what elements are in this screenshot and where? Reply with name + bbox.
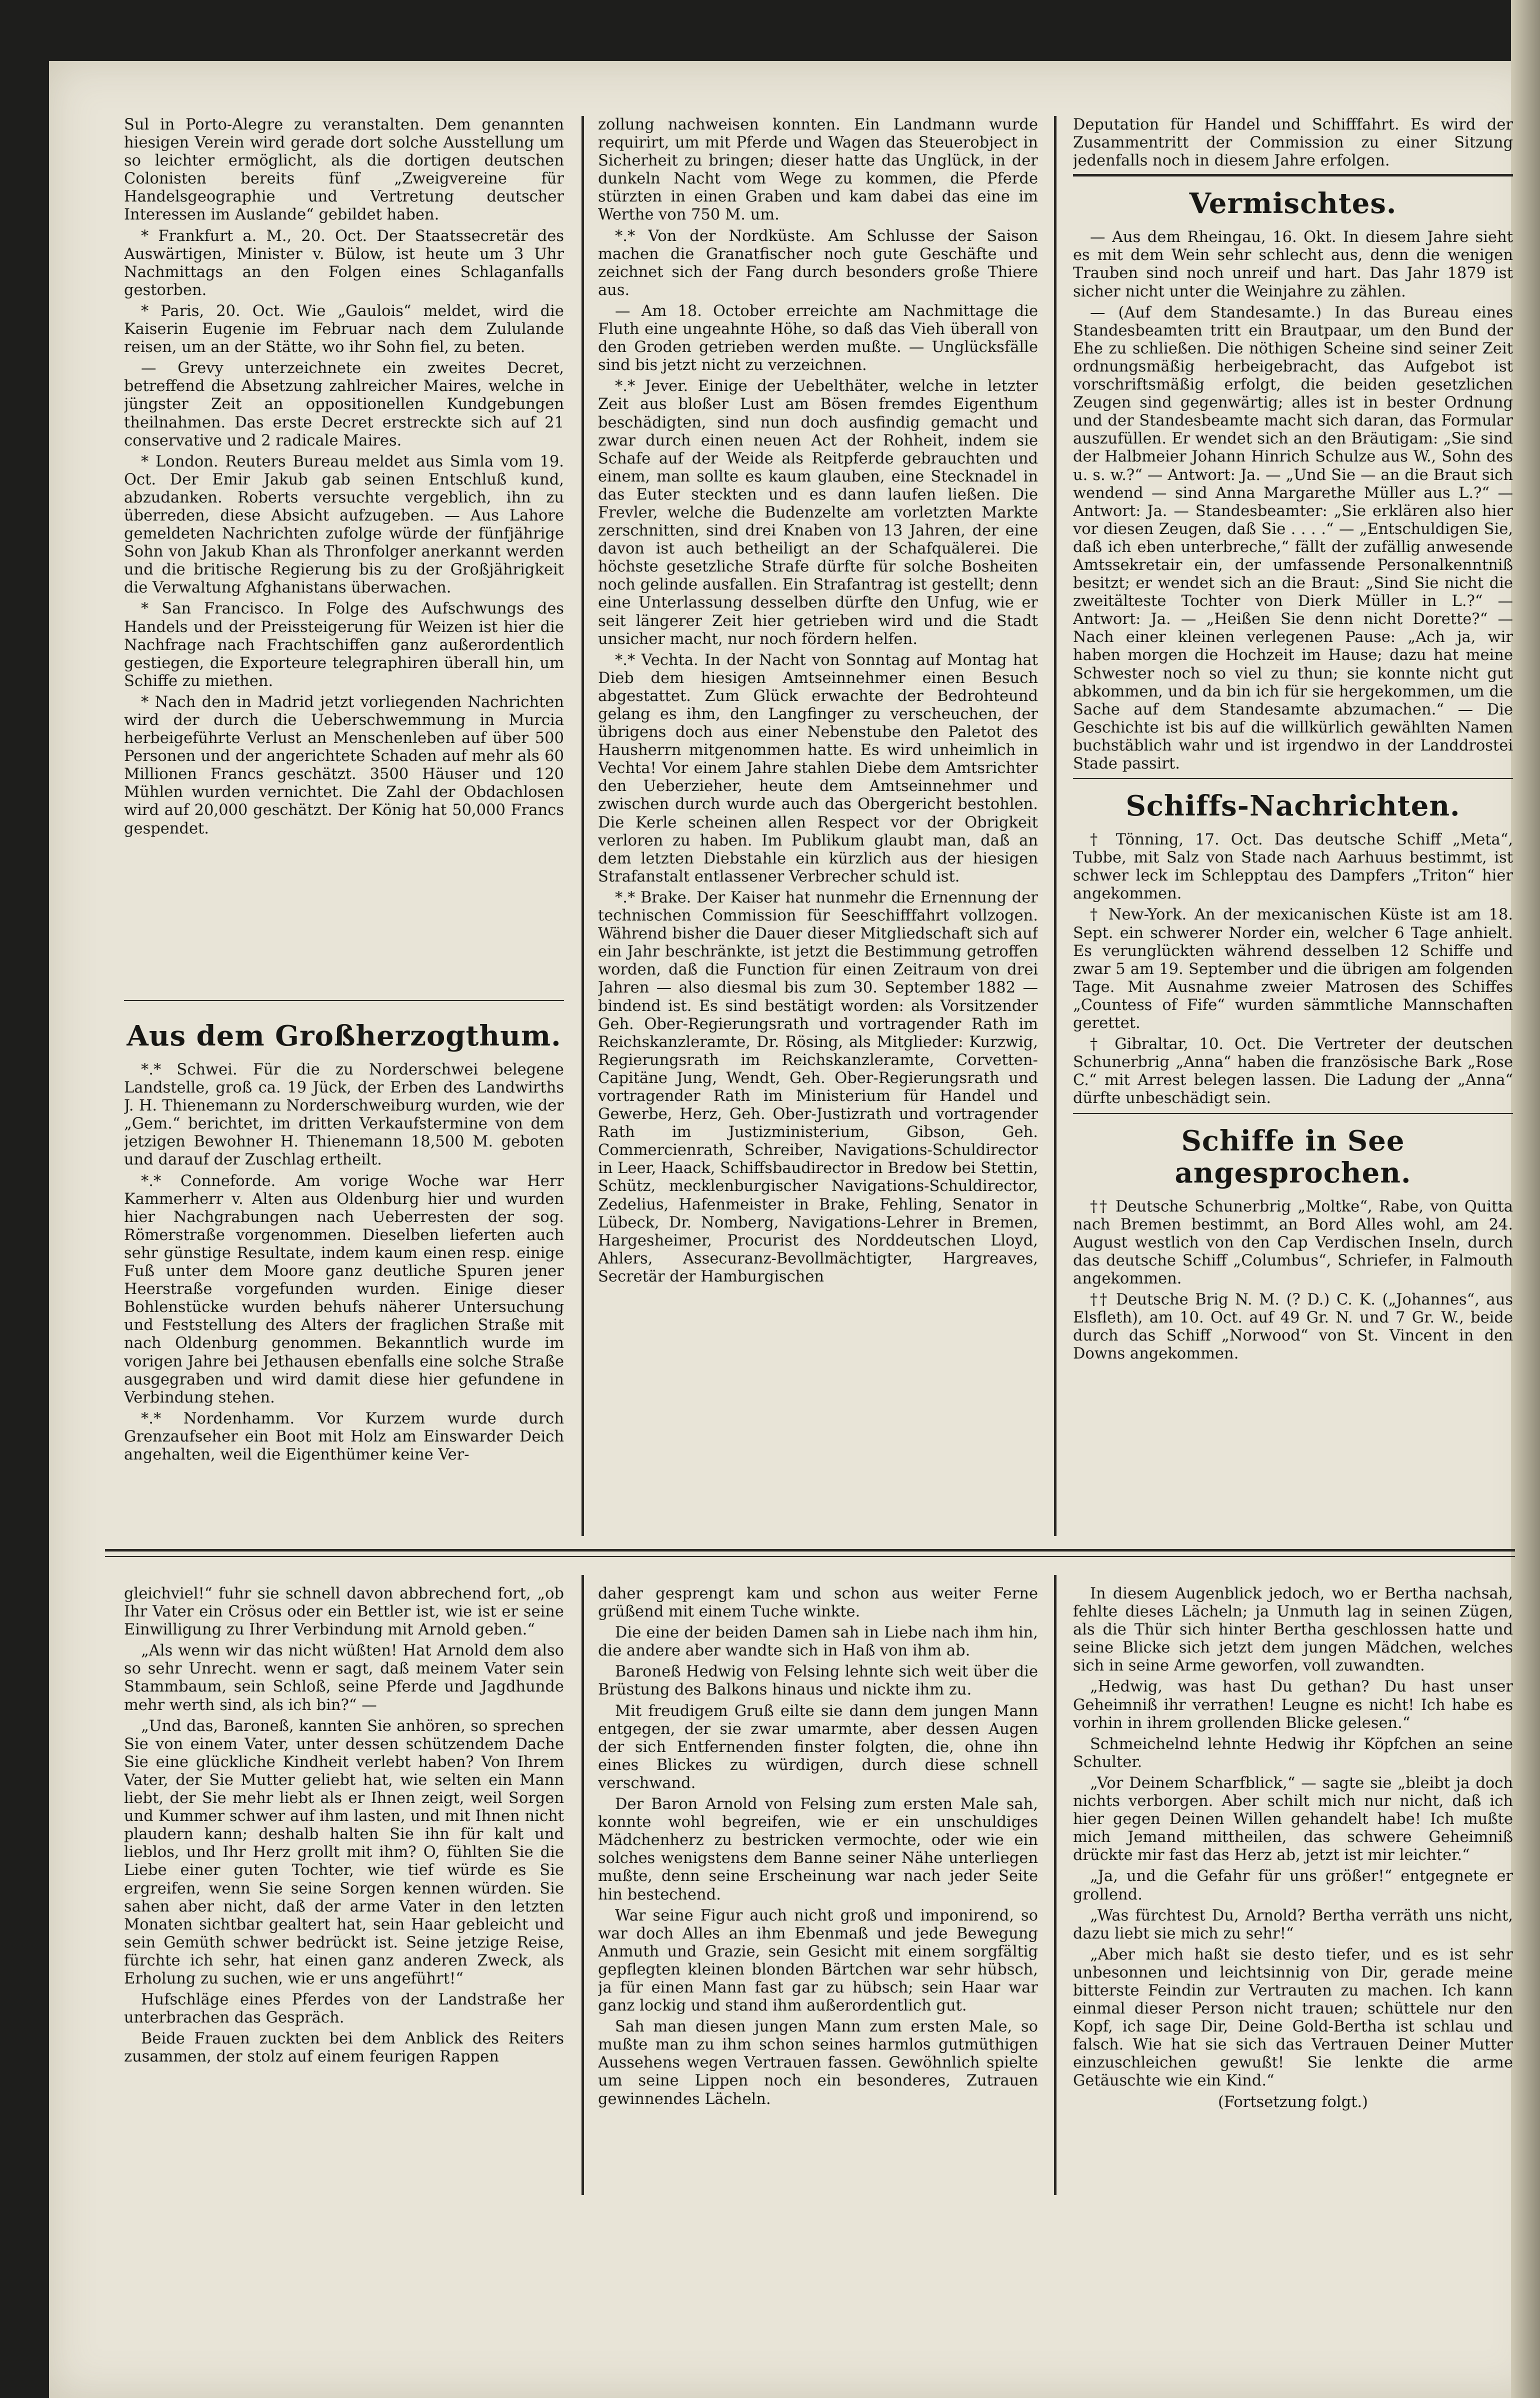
story-paragraph: Beide Frauen zuckten bei dem Anblick des Reiters zusammen, der stolz auf einem feurigen Rappen xyxy=(124,2030,564,2066)
article: — Grevy unterzeichnete ein zweites Decret, betreffend die Absetzung zahlreicher Maires, welche in jüngster Zeit an oppositionellen Kundgebungen theilnahmen. Das erste Decret erstreckte sich auf 21 conservative und 2 radicale Maires. xyxy=(124,360,564,450)
article: — (Auf dem Standesamte.) In das Bureau eines Standesbeamten tritt ein Brautpaar, um den Bund der Ehe zu schließen. Die nöthigen Scheine sind seiner Zeit ordnungsmäßig herbeigebracht, das Aufgebot ist vorschriftsmäßig erfolgt, die beiden gesetzlichen Zeugen sind gegenwärtig; alles ist in bester Ordnung und der Standesbeamte macht sich daran, das Formular auszufüllen. Er wendet sich an den Bräutigam: „Sie sind der Halbmeier Johann Hinrich Schulze aus W., Sohn des u. s. w.?“ — Antwort: Ja. — „Und Sie — an die Braut sich wendend — sind Anna Margarethe Müller aus L.?“ — Antwort: Ja. — Standesbeamter: „Sie erklären also hier vor diesen Zeugen, daß Sie . . . .“ — „Entschuldigen Sie, daß ich eben unterbreche,“ fällt der zufällig anwesende Amtssekretair ein, der umfassende Personalkenntniß besitzt; er wendet sich an die Braut: „Sind Sie nicht die zweitälteste Tochter von Dierk Müller in L.?“ — Antwort: Ja. — „Heißen Sie denn nicht Dorette?“ — Nach einer kleinen verlegenen Pause: „Ach ja, wir haben morgen die Hochzeit im Hause; dazu hat meine Schwester noch so viel zu thun; sie konnte nicht gut abkommen, und da bin ich für sie hergekommen, um die Sache auf dem Standesamte abzumachen.“ — Die Geschichte ist bis auf die willkürlich gewählten Namen buchstäblich wahr und ist irgendwo in der Landdrostei Stade passirt. xyxy=(1073,304,1513,772)
article: *.* Schwei. Für die zu Norderschwei belegene Landstelle, groß ca. 19 Jück, der Erben des Landwirths J. H. Thienemann zu Norderschweiburg wurden, wie der „Gem.“ berichtet, im dritten Verkaufstermine von dem jetzigen Bewohner H. Thienemann 18,500 M. geboten und darauf der Zuschlag ertheilt. xyxy=(124,1061,564,1169)
section-heading-schiffs-nachrichten: Schiffs-Nachrichten. xyxy=(1126,790,1460,823)
column-divider xyxy=(1054,1575,1056,2195)
article: *.* Conneforde. Am vorige Woche war Herr Kammerherr v. Alten aus Oldenburg hier und wurden hier Nachgrabungen nach Ueberresten der sog. Römerstraße vorgenommen. Dieselben lieferten auch sehr günstige Resultate, indem kaum einen resp. einige Fuß unter dem Moore ganz deutliche Spuren jener Heerstraße vorgefunden wurden. Einige dieser Bohlenstücke wurden behufs näherer Untersuchung und Feststellung des Alters der fraglichen Straße mit nach Oldenburg genommen. Bekanntlich wurde im vorigen Jahre bei Jethausen ebenfalls eine solche Straße ausgegraben und wird damit diese hier gefundene in Verbindung stehen. xyxy=(124,1172,564,1406)
article: *.* Von der Nordküste. Am Schlusse der Saison machen die Granatfischer noch gute Geschäfte und zeichnet sich der Fang durch besonders große Thiere aus. xyxy=(598,227,1038,299)
article: * London. Reuters Bureau meldet aus Simla vom 19. Oct. Der Emir Jakub gab seinen Entschluß kund, abzudanken. Roberts versuchte vergeblich, ihn zu überreden, diese Absicht aufzugeben. — Aus Lahore gemeldeten Nachrichten zufolge würde der fünfjährige Sohn von Jakub Khan als Thronfolger anerkannt werden und die britische Regierung bis zu der Großjährigkeit die Verwaltung Afghanistans überwachen. xyxy=(124,452,564,597)
feuilleton-column-2 xyxy=(598,1585,1038,2195)
book-binding xyxy=(1511,0,1540,2398)
story-paragraph: Hufschläge eines Pferdes von der Landstraße her unterbrachen das Gespräch. xyxy=(124,1991,564,2027)
continuation-note: (Fortsetzung folgt.) xyxy=(1218,2093,1368,2111)
article: † Tönning, 17. Oct. Das deutsche Schiff „Meta“, Tubbe, mit Salz von Stade nach Aarhuus bestimmt, ist schwer leck im Schlepptau des Dampfers „Triton“ hier angekommen. xyxy=(1073,831,1513,903)
story-paragraph: „Vor Deinem Scharfblick,“ — sagte sie „bleibt ja doch nichts verborgen. Aber schilt mich nur nicht, daß ich hier gegen Deinen Willen gehandelt habe! Ich mußte mich Jemand mittheilen, das schwere Geheimniß drückte mir fast das Herz ab, jetzt ist mir leichter.“ xyxy=(1073,1774,1513,1864)
story-paragraph: Der Baron Arnold von Felsing zum ersten Male sah, konnte wohl begreifen, wie er ein unschuldiges Mädchenherz zu bestricken vermochte, oder wie ein solches wenigstens dem Banne seiner Nähe unterliegen mußte, denn seine Erscheinung war nach jeder Seite hin bestechend. xyxy=(598,1796,1038,1904)
story-paragraph: Die eine der beiden Damen sah in Liebe nach ihm hin, die andere aber wandte sich in Haß von ihm ab. xyxy=(598,1624,1038,1660)
story-paragraph: daher gesprengt kam und schon aus weiter Ferne grüßend mit einem Tuche winkte. xyxy=(598,1585,1038,1621)
article: *.* Nordenhamm. Vor Kurzem wurde durch Grenzaufseher ein Boot mit Holz am Einswarder Deich angehalten, weil die Eigenthümer keine Ver- xyxy=(124,1410,564,1464)
story-paragraph: War seine Figur auch nicht groß und imponirend, so war doch Alles an ihm Ebenmaß und jede Bewegung Anmuth und Grazie, sein Gesicht mit einem sorgfältig gepflegten kleinen blonden Bärtchen war sehr hübsch, ja für einen Mann fast gar zu hübsch; sein Haar war ganz lockig und stand ihm außerordentlich gut. xyxy=(598,1906,1038,2015)
news-column-2 xyxy=(598,116,1038,1536)
article: * Frankfurt a. M., 20. Oct. Der Staatssecretär des Auswärtigen, Minister v. Bülow, ist heute um 3 Uhr Nachmittags an den Folgen eines Schlaganfalls gestorben. xyxy=(124,227,564,299)
story-paragraph: Schmeichelnd lehnte Hedwig ihr Köpfchen an seine Schulter. xyxy=(1073,1735,1513,1771)
article: — Aus dem Rheingau, 16. Okt. In diesem Jahre sieht es mit dem Wein sehr schlecht aus, denn die wenigen Trauben sind noch unreif und hart. Das Jahr 1879 ist sicher nicht unter die Weinjahre zu zählen. xyxy=(1073,228,1513,300)
news-column-3 xyxy=(1073,116,1513,1536)
column-divider xyxy=(1054,116,1056,1536)
story-paragraph: „Ja, und die Gefahr für uns größer!“ entgegnete er grollend. xyxy=(1073,1868,1513,1904)
story-paragraph: In diesem Augenblick jedoch, wo er Bertha nachsah, fehlte dieses Lächeln; ja Unmuth lag in seinen Zügen, als die Thür sich hinter Bertha geschlossen hatte und seine Blicke sich jetzt dem jungen Mädchen, welches sich in seine Arme geworfen, voll zuwandten. xyxy=(1073,1585,1513,1675)
article: *.* Vechta. In der Nacht von Sonntag auf Montag hat Dieb dem hiesigen Amtseinnehmer einen Besuch abgestattet. Zum Glück erwachte der Bedrohteund gelang es ihm, den Langfinger zu verscheuchen, der übrigens doch aus einer Nebenstube den Paletot des Hausherrn mitgenommen hatte. Es wird unheimlich in Vechta! Vor einem Jahre stahlen Diebe dem Amtsrichter den Ueberzieher, heute dem Amtseinnehmer und zwischen durch wurde auch das Obergericht bestohlen. Die Kerle scheinen allen Respect vor der Obrigkeit verloren zu haben. Im Publikum glaubt man, daß an dem letzten Diebstahle ein kürzlich aus der hiesigen Strafanstalt entlassener Verbrecher schuld ist. xyxy=(598,651,1038,886)
story-paragraph: Baroneß Hedwig von Felsing lehnte sich weit über die Brüstung des Balkons hinaus und nickte ihm zu. xyxy=(598,1663,1038,1699)
section-heading-grossherzogthum: Aus dem Großherzogthum. xyxy=(126,1020,562,1052)
feuilleton-column-1 xyxy=(124,1585,564,2195)
news-column-1-regional xyxy=(124,1009,564,1534)
article: zollung nachweisen konnten. Ein Landmann wurde requirirt, um mit Pferde und Wagen das Steuerobject in Sicherheit zu bringen; dieser hatte das Unglück, in der dunkeln Nacht vom Wege zu kommen, die Pferde stürzten in einen Graben und kam dabei das eine im Werthe von 750 M. um. xyxy=(598,116,1038,224)
article: * Paris, 20. Oct. Wie „Gaulois“ meldet, wird die Kaiserin Eugenie im Februar nach dem Zululande reisen, um an der Stätte, wo ihr Sohn fiel, zu beten. xyxy=(124,302,564,356)
article: † Gibraltar, 10. Oct. Die Vertreter der deutschen Schunerbrig „Anna“ haben die französische Bark „Rose C.“ mit Arrest belegen lassen. Die Ladung der „Anna“ dürfte unbeschädigt sein. xyxy=(1073,1036,1513,1108)
article: — Am 18. October erreichte am Nachmittage die Fluth eine ungeahnte Höhe, so daß das Vieh überall von den Groden getrieben werden mußte. — Unglücksfälle sind bis jetzt nicht zu verzeichnen. xyxy=(598,302,1038,374)
article: †† Deutsche Brig N. M. (? D.) C. K. („Johannes“, aus Elsfleth), am 10. Oct. auf 49 Gr. N. und 7 Gr. W., beide durch das Schiff „Norwood“ von St. Vincent in den Downs angekommen. xyxy=(1073,1290,1513,1363)
article: Deputation für Handel und Schifffahrt. Es wird der Zusammentritt der Commission zu einer Sitzung jedenfalls noch in diesem Jahre erfolgen. xyxy=(1073,116,1513,170)
column-divider xyxy=(582,1575,584,2195)
article: † New-York. An der mexicanischen Küste ist am 18. Sept. ein schwerer Norder ein, welcher 6 Tage anhielt. Es verunglückten während desselben 12 Schiffe und zwar 5 am 19. September und die übrigen am folgenden Tage. Mit Ausnahme zweier Matrosen des Schiffes „Countess of Fife“ wurden sämmtliche Mannschaften gerettet. xyxy=(1073,906,1513,1032)
section-rule xyxy=(1073,1113,1513,1114)
article: * Nach den in Madrid jetzt vorliegenden Nachrichten wird der durch die Ueberschwemmung in Murcia herbeigeführte Verlust an Menschenleben auf über 500 Personen und der angerichtete Schaden auf mehr als 60 Millionen Francs geschätzt. 3500 Häuser und 120 Mühlen wurden vernichtet. Die Zahl der Obdachlosen wird auf 20,000 geschätzt. Der König hat 50,000 Francs gespendet. xyxy=(124,693,564,838)
feuilleton-column-3 xyxy=(1073,1585,1513,2195)
section-rule xyxy=(124,1000,564,1001)
story-paragraph: „Aber mich haßt sie desto tiefer, und es ist sehr unbesonnen und leichtsinnig von Dir, gerade meine bitterste Feindin zur Vertrauten zu machen. Ich kann einmal dieser Person nicht trauen; schüttele nur den Kopf, ich sage Dir, Deine Gold-Bertha ist schlau und falsch. Wie hat sie sich das Vertrauen Deiner Mutter einzuschleichen gewußt! Sie lenkte die arme Getäuschte wie ein Kind.“ xyxy=(1073,1946,1513,2090)
story-paragraph: „Was fürchtest Du, Arnold? Bertha verräth uns nicht, dazu liebt sie mich zu sehr!“ xyxy=(1073,1906,1513,1942)
article: Sul in Porto-Alegre zu veranstalten. Dem genannten hiesigen Verein wird gerade dort solche Ausstellung um so leichter ermöglicht, als die dortigen deutschen Colonisten bereits fünf „Zweigvereine für Handelsgeographie und Vertretung deutscher Interessen im Auslande“ gebildet haben. xyxy=(124,116,564,224)
story-paragraph: „Und das, Baroneß, kannten Sie anhören, so sprechen Sie von einem Vater, unter dessen schützendem Dache Sie eine glückliche Kindheit verlebt haben? Von Ihrem Vater, der Sie Mutter geliebt hat, wie selten ein Mann liebt, der Sie mehr liebt als er Ihnen zeigt, weil Sorgen und Kummer schwer auf ihm lasten, und mit Ihnen nicht plaudern kann; deshalb halten Sie ihn für kalt und lieblos, und Ihr Herz grollt mit ihm? O, fühlten Sie die Liebe einer guten Tochter, wie tief würde es Sie ergreifen, wenn Sie seine Sorgen kennen würden. Sie sahen aber nicht, daß der arme Vater in den letzten Monaten sichtbar gealtert hat, sein Haar gebleicht und sein Gemüth schwer bedrückt ist. Seine jetzige Reise, fürchte ich sehr, hat einen ganz anderen Zweck, als Erholung zu suchen, wie er uns angeführt!“ xyxy=(124,1717,564,1988)
column-divider xyxy=(582,116,584,1536)
article: *.* Brake. Der Kaiser hat nunmehr die Ernennung der technischen Commission für Seeschifffahrt vollzogen. Während bisher die Dauer dieser Mitgliedschaft sich auf ein Jahr beschränkte, ist jetzt die Bestimmung getroffen worden, daß die Function für einen Zeitraum von drei Jahren — also diesmal bis zum 30. September 1882 — bindend ist. Es sind bestätigt worden: als Vorsitzender Geh. Ober-Regierungsrath und vortragender Rath im Reichskanzleramte, Dr. Rösing, als Mitglieder: Kurzwig, Regierungsrath im Reichskanzleramte, Corvetten-Capitäne Jung, Wendt, Geh. Ober-Regierungsrath und vortragender Rath im Ministerium für Handel und Gewerbe, Herz, Geh. Ober-Justizrath und vortragender Rath im Justizministerium, Gibson, Geh. Commercienrath, Schreiber, Navigations-Schuldirector in Leer, Haack, Schiffsbaudirector in Bredow bei Stettin, Schütz, mecklenburgischer Navigations-Schuldirector, Zedelius, Hafenmeister in Brake, Fehling, Senator in Lübeck, Dr. Nomberg, Navigations-Lehrer in Bremen, Hargesheimer, Procurist des Norddeutschen Lloyd, Ahlers, Assecuranz-Bevollmächtigter, Hargreaves, Secretär der Hamburgischen xyxy=(598,888,1038,1286)
feuilleton-rule xyxy=(105,1556,1515,1557)
section-heading-vermischtes: Vermischtes. xyxy=(1189,187,1397,220)
section-heading-schiffe-in-see: Schiffe in See angesprochen. xyxy=(1174,1124,1412,1190)
feuilleton-rule xyxy=(105,1549,1515,1552)
article: * San Francisco. In Folge des Aufschwungs des Handels und der Preissteigerung für Weizen ist hier die Nachfrage nach Frachtschiffen ganz außerordentlich gestiegen, die Exporteure telegraphiren überall hin, um Schiffe zu miethen. xyxy=(124,600,564,690)
story-paragraph: „Als wenn wir das nicht wüßten! Hat Arnold dem also so sehr Unrecht. wenn er sagt, daß meinem Vater sein Stammbaum, sein Schloß, seine Pferde und Jagdhunde mehr werth sind, als ich bin?“ — xyxy=(124,1642,564,1714)
section-rule xyxy=(1073,778,1513,779)
story-paragraph: Mit freudigem Gruß eilte sie dann dem jungen Mann entgegen, der sie zwar umarmte, aber dessen Augen der sich Entfernenden finster folgten, die, ohne ihn eines Blickes zu würdigen, durch diese schnell verschwand. xyxy=(598,1702,1038,1792)
story-paragraph: „Hedwig, was hast Du gethan? Du hast unser Geheimniß ihr verrathen! Leugne es nicht! Ich habe es vorhin in ihrem grollenden Blicke gelesen.“ xyxy=(1073,1678,1513,1732)
news-column-1 xyxy=(124,116,564,1006)
article: †† Deutsche Schunerbrig „Moltke“, Rabe, von Quitta nach Bremen bestimmt, an Bord Alles wohl, am 24. August westlich von den Cap Verdischen Inseln, durch das deutsche Schiff „Columbus“, Schriefer, in Falmouth angekommen. xyxy=(1073,1198,1513,1288)
story-paragraph: Sah man diesen jungen Mann zum ersten Male, so mußte man zu ihm schon seines harmlos gutmüthigen Aussehens wegen Vertrauen fassen. Gewöhnlich spielte um seine Lippen noch ein besonderes, Zutrauen gewinnendes Lächeln. xyxy=(598,2018,1038,2108)
story-paragraph: gleichviel!“ fuhr sie schnell davon abbrechend fort, „ob Ihr Vater ein Crösus oder ein Bettler ist, wie ist er seine Einwilligung zu Ihrer Verbindung mit Arnold geben.“ xyxy=(124,1585,564,1639)
section-rule xyxy=(1073,174,1513,176)
article: *.* Jever. Einige der Uebelthäter, welche in letzter Zeit aus bloßer Lust am Bösen fremdes Eigenthum beschädigten, sind nun doch ausfindig gemacht und zwar durch einen neuen Act der Rohheit, indem sie Schafe auf der Weide als Reitpferde gebrauchten und einem, man sollte es kaum glauben, eine Stecknadel in das Euter steckten und es dann laufen ließen. Die Frevler, welche die Budenzelte am vorletzten Markte zerschnitten, sind drei Knaben von 13 Jahren, der eine davon ist auch betheiligt an der Schafquälerei. Die höchste gesetzliche Strafe dürfte für solche Bosheiten noch gelinde ausfallen. Ein Strafantrag ist gestellt; denn eine Unterlassung desselben dürfte den Unfug, wie er seit längerer Zeit hier getrieben wird und die Stadt unsicher macht, nur noch fördern helfen. xyxy=(598,378,1038,648)
